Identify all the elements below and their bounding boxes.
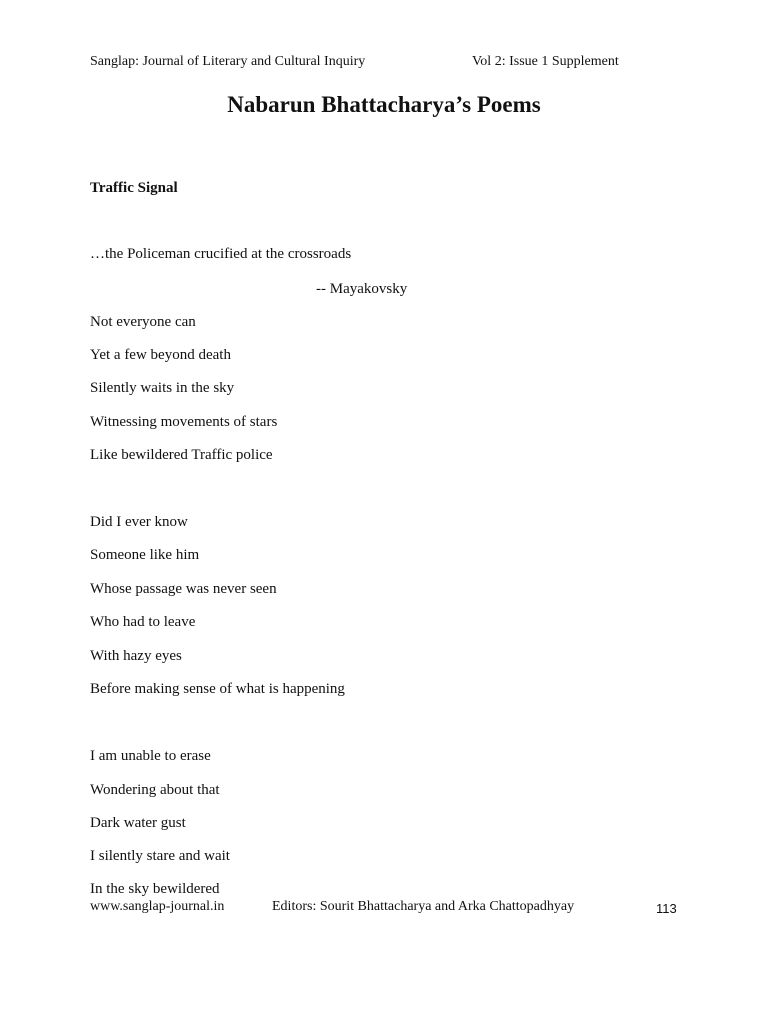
journal-name: Sanglap: Journal of Literary and Cultural Inquiry — [90, 54, 366, 69]
poem-line: Like bewildered Traffic police — [90, 447, 273, 463]
poem-line: Silently waits in the sky — [90, 380, 235, 396]
issue-info: Vol 2: Issue 1 Supplement — [472, 54, 619, 69]
poem-line: Did I ever know — [90, 514, 188, 530]
epigraph-attribution: -- Mayakovsky — [316, 281, 408, 297]
page-title: Nabarun Bhattacharya’s Poems — [227, 92, 541, 117]
poem-line: Witnessing movements of stars — [90, 414, 278, 430]
poem-line: Dark water gust — [90, 815, 186, 831]
poem-line: Whose passage was never seen — [90, 581, 277, 597]
poem-line: I silently stare and wait — [90, 848, 230, 864]
poem-line: Yet a few beyond death — [90, 347, 231, 363]
footer-website: www.sanglap-journal.in — [90, 899, 225, 914]
footer-editors: Editors: Sourit Bhattacharya and Arka Chattopadhyay — [272, 899, 575, 914]
poem-line: Who had to leave — [90, 614, 196, 630]
poem-line: Wondering about that — [90, 782, 220, 798]
poem-line: Before making sense of what is happening — [90, 681, 345, 697]
poem-line: With hazy eyes — [90, 648, 182, 664]
poem-line: I am unable to erase — [90, 748, 211, 764]
page-number: 113 — [656, 901, 677, 916]
poem-line: Someone like him — [90, 547, 200, 563]
epigraph: …the Policeman crucified at the crossroads — [90, 246, 352, 262]
poem-title: Traffic Signal — [90, 180, 178, 196]
poem-line: Not everyone can — [90, 314, 196, 330]
poem-line: In the sky bewildered — [90, 881, 220, 897]
